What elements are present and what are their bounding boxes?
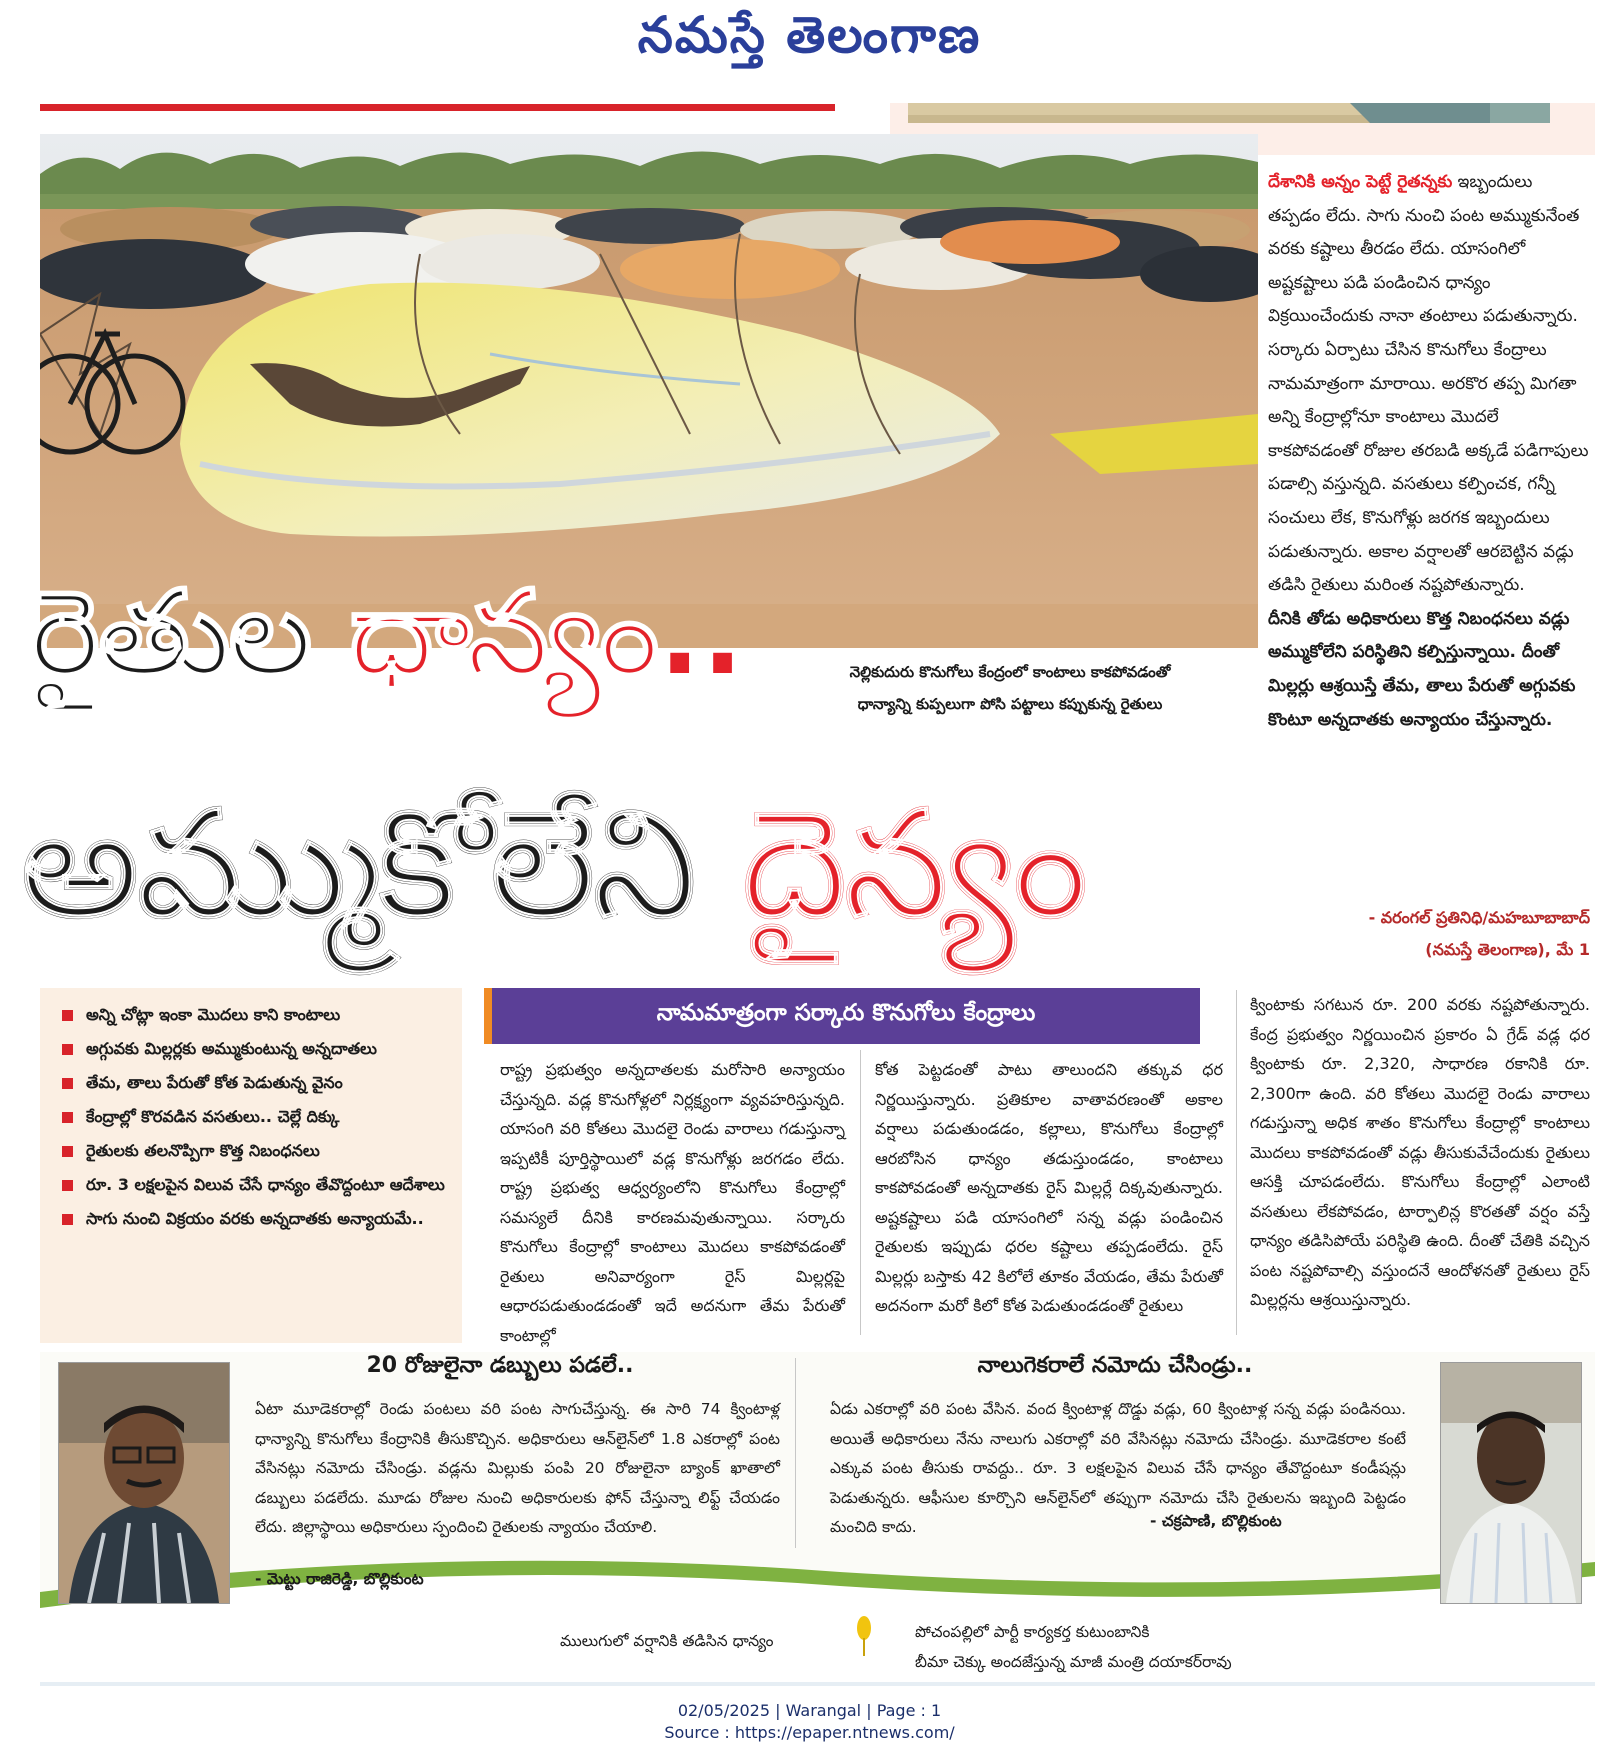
pointer-icon — [856, 1616, 872, 1660]
footer-source: Source : https://epaper.ntnews.com/ — [664, 1723, 955, 1742]
bulb-icon — [856, 1616, 872, 1656]
bottom-caption-right-line2: బీమా చెక్కు అందజేస్తున్న మాజీ మంత్రి దయాకర్‌రావు — [915, 1653, 1232, 1671]
headline-line2-red: దైన్యం — [741, 778, 1085, 952]
quote-title-1: 20 రోజులైనా డబ్బులు పడలే.. — [366, 1353, 634, 1378]
highlight-item: కేంద్రాల్లో కొరవడిన వసతులు.. చెల్లే దిక్కు — [62, 1100, 454, 1134]
farmer-photo-1 — [58, 1362, 230, 1604]
body-text-3: క్వింటాకు సగటున రూ. 200 వరకు నష్టపోతున్నారు. కేంద్ర ప్రభుత్వం నిర్ణయించిన ప్రకారం ఏ గ్రేడ్ వడ్ల ధర క్వింటాకు రూ. 2,320, సాధారణ రకానికి రూ. 2,300గా ఉంది. వరి కోతలు మొదలై రెండు వారాలు గడుస్తున్నా అధిక శాతం కొనుగోలు కేంద్రాల్లో కాంటాలు మొదలు కాకపోవడంతో వడ్లు తీసుకువేచేందుకు రైతులు ఆసక్తి చూపడంలేదు. కొనుగోలు కేంద్రాల్లో ఎలాంటి వసతులు లేకపోవడం, టార్పాలిన్ల కొరతతో వర్షం వస్తే ధాన్యం తడిసిపోయే పరిస్థితి ఉంది. దీంతో చేతికి వచ్చిన పంట నష్టపోవాల్సి వస్తుందనే ఆందోళనతో రైతులు రైస్ మిల్లర్లను ఆశ్రయిస్తున్నారు. — [1250, 995, 1590, 1309]
headline-line2 — [20, 770, 1085, 960]
intro-lead: దేశానికి అన్నం పెట్టే రైతన్నకు — [1268, 172, 1453, 192]
highlight-item: రూ. 3 లక్షలపైన విలువ చేసే ధాన్యం తేవొద్దంటూ ఆదేశాలు — [62, 1168, 454, 1202]
column-divider — [1236, 990, 1237, 1335]
bottom-caption-right — [915, 1617, 1232, 1677]
intro-paragraph-2: దీనికి తోడు అధికారులు కొత్త నిబంధనలు వడ్లు అమ్ముకోలేని పరిస్థితిని కల్పిస్తున్నాయి. దీంతో మిల్లర్లు ఆశ్రయిస్తే తేమ, తాలు పేరుతో అగ్గువకు కొంటూ అన్నదాతకు అన్యాయం చేస్తున్నారు. — [1268, 608, 1576, 730]
intro-paragraph-1 — [1268, 166, 1590, 603]
footer — [0, 1700, 1619, 1744]
intro-column — [1268, 166, 1590, 737]
bottom-photo-strip — [40, 1682, 1595, 1686]
photo-caption — [790, 656, 1230, 720]
body-text-2: కోత పెట్టడంతో పాటు తాలుందని తక్కువ ధర నిర్ణయిస్తున్నారు. ప్రతికూల వాతావరణంతో అకాల వర్షాలు పడుతుండడం, కల్లాలు, కొనుగోలు కేంద్రాల్లో ఆరబోసిన ధాన్యం తడుస్తుండడం, కాంటాలు కాకపోవడంతో అన్నదాతకు రైస్ మిల్లర్లే దిక్కవుతున్నారు. అష్టకష్టాలు పడి యాసంగిలో సన్న వడ్లు పండించిన రైతులకు ఇప్పుడు ధరల కష్టాలు తప్పడంలేదు. రైస్ మిల్లర్లు బస్తాకు 42 కిలోలే తూకం వేయడం, తేమ పేరుతో అదనంగా మరో కిలో కోత పెడుతుండడంతో రైతులు — [875, 1060, 1223, 1315]
farmer-portrait-1 — [59, 1363, 229, 1603]
banner-accent — [484, 988, 492, 1044]
quote-text-1: ఏటా మూడెకరాల్లో రెండు పంటలు వరి పంట సాగుచేస్తున్న. ఈ సారి 74 క్వింటాళ్ల ధాన్యాన్ని కొనుగోలు కేంద్రానికి తీసుకొచ్చిన. అధికారులు ఆన్‌లైన్‌లో 1.8 ఎకరాల్లో పంట వేసినట్లు నమోదు చేసిండ్రు. వడ్లను మిల్లుకు పంపి 20 రోజులైనా బ్యాంక్ ఖాతాలో డబ్బులు పడలేదు. మూడు రోజుల నుంచి అధికారులకు ఫోన్ చేస్తున్నా లిఫ్ట్ చేయడం లేదు. జిల్లాస్థాయి అధికారులు స్పందించి రైతులకు న్యాయం చేయాలి. — [255, 1400, 780, 1536]
body-column-3 — [1250, 990, 1590, 1315]
bottom-caption-left: ములుగులో వర్షానికి తడిసిన ధాన్యం — [560, 1632, 774, 1650]
body-column-2 — [875, 1055, 1223, 1321]
quote-title-2: నాలుగెకరాలే నమోదు చేసిండ్రు.. — [977, 1353, 1253, 1378]
headline-line1 — [30, 558, 743, 708]
byline — [1240, 902, 1590, 966]
quote-signature-2: - చక్రపాణి, బొల్లికుంట — [1150, 1512, 1282, 1530]
headline-line1-dark: రైతుల — [30, 564, 311, 702]
photo-caption-line2: ధాన్యాన్ని కుప్పలుగా పోసి పట్టాలు కప్పుకున్న రైతులు — [857, 695, 1163, 713]
highlight-item: అన్ని చోట్లా ఇంకా మొదలు కాని కాంటాలు — [62, 998, 454, 1032]
highlight-item: రైతులకు తలనొప్పిగా కొత్త నిబంధనలు — [62, 1134, 454, 1168]
quote-divider — [795, 1358, 796, 1548]
highlight-item: తేమ, తాలు పేరుతో కోత పెడుతున్న వైనం — [62, 1066, 454, 1100]
quote-signature-1: - మెట్టు రాజిరెడ్డి, బొల్లికుంట — [255, 1570, 424, 1588]
footer-edition: 02/05/2025 | Warangal | Page : 1 — [677, 1701, 942, 1720]
body-text-1: రాష్ట్ర ప్రభుత్వం అన్నదాతలకు మరోసారి అన్యాయం చేస్తున్నది. వడ్ల కొనుగోళ్లలో నిర్లక్ష్యంగా వ్యవహరిస్తున్నది. యాసంగి వరి కోతలు మొదలై రెండు వారాలు గడుస్తున్నా ఇప్పటికీ పూర్తిస్థాయిలో వడ్ల కొనుగోళ్లు జరగడం లేదు. రాష్ట్ర ప్రభుత్వ ఆధ్వర్యంలోని కొనుగోలు కేంద్రాల్లో సమస్యలే దీనికి కారణమవుతున్నాయి. సర్కారు కొనుగోలు కేంద్రాల్లో కాంటాలు మొదలు కాకపోవడంతో రైతులు అనివార్యంగా రైస్ మిల్లర్లపై ఆధారపడుతుండడంతో ఇదే అదనుగా తేమ పేరుతో కాంటాల్లో — [500, 1060, 845, 1345]
section-banner: నామమాత్రంగా సర్కారు కొనుగోలు కేంద్రాలు — [492, 988, 1200, 1044]
farmer-portrait-2 — [1441, 1363, 1581, 1603]
masthead-title: నమస్తే తెలంగాణ — [637, 6, 982, 64]
farmer-photo-2 — [1440, 1362, 1582, 1604]
photo-caption-line1: నెల్లికుదురు కొనుగోలు కేంద్రంలో కాంటాలు కాకపోవడంతో — [849, 663, 1171, 681]
headline-line2-dark: అమ్ముకోలేని — [20, 778, 694, 952]
highlight-item: అగ్గువకు మిల్లర్లకు అమ్ముకుంటున్న అన్నదాతలు — [62, 1032, 454, 1066]
highlights-box — [40, 988, 462, 1343]
column-divider — [860, 1050, 861, 1335]
masthead-rule — [40, 104, 835, 111]
bottom-caption-right-line1: పోచంపల్లిలో పార్టీ కార్యకర్త కుటుంబానికి — [915, 1623, 1150, 1641]
highlight-item: సాగు నుంచి విక్రయం వరకు అన్నదాతకు అన్యాయమే.. — [62, 1202, 454, 1236]
byline-line2: (నమస్తే తెలంగాణ), మే 1 — [1425, 940, 1590, 959]
body-column-1 — [500, 1055, 845, 1350]
headline-line1-red: ధాన్యం.. — [349, 564, 743, 702]
intro-text-1: ఇబ్బందులు తప్పడం లేదు. సాగు నుంచి పంట అమ్ముకునేంత వరకు కష్టాలు తీరడం లేదు. యాసంగిలో అష్టకష్టాలు పడి పండించిన ధాన్యం విక్రయించేందుకు నానా తంటాలు పడుతున్నారు. సర్కారు ఏర్పాటు చేసిన కొనుగోలు కేంద్రాలు నామమాత్రంగా మారాయి. అరకొర తప్ప మిగతా అన్ని కేంద్రాల్లోనూ కాంటాలు మొదలే కాకపోవడంతో రోజుల తరబడి అక్కడే పడిగాపులు పడాల్సి వస్తున్నది. వసతులు కల్పించక, గన్నీ సంచులు లేక, కొనుగోళ్లు జరగక ఇబ్బందులు పడుతున్నారు. అకాల వర్షాలతో ఆరబెట్టిన వడ్లు తడిసి రైతులు మరింత నష్టపోతున్నారు. — [1268, 172, 1589, 596]
quote-text-2: ఏడు ఎకరాల్లో వరి పంట వేసిన. వంద క్వింటాళ్ల దొడ్డు వడ్లు, 60 క్వింటాళ్ల సన్న వడ్లు పండినయి. అయితే అధికారులు నేను నాలుగు ఎకరాల్లో వరి వేసినట్లు నమోదు చేసిండ్రు. మూడెకరాల కంటే ఎక్కువ పంట తీసుకు రావద్దు.. రూ. 3 లక్షలపైన విలువ చేసే ధాన్యం తేవొద్దంటూ కండీషన్లు పెడుతున్నరు. ఆఫీసుల కూర్చొని ఆన్‌లైన్‌లో తప్పుగా నమోదు చేసి రైతులను ఇబ్బంది పెట్టడం మంచిది కాదు. — [830, 1400, 1406, 1536]
byline-line1: - వరంగల్ ప్రతినిధి/మహబూబాబాద్ — [1368, 908, 1590, 927]
